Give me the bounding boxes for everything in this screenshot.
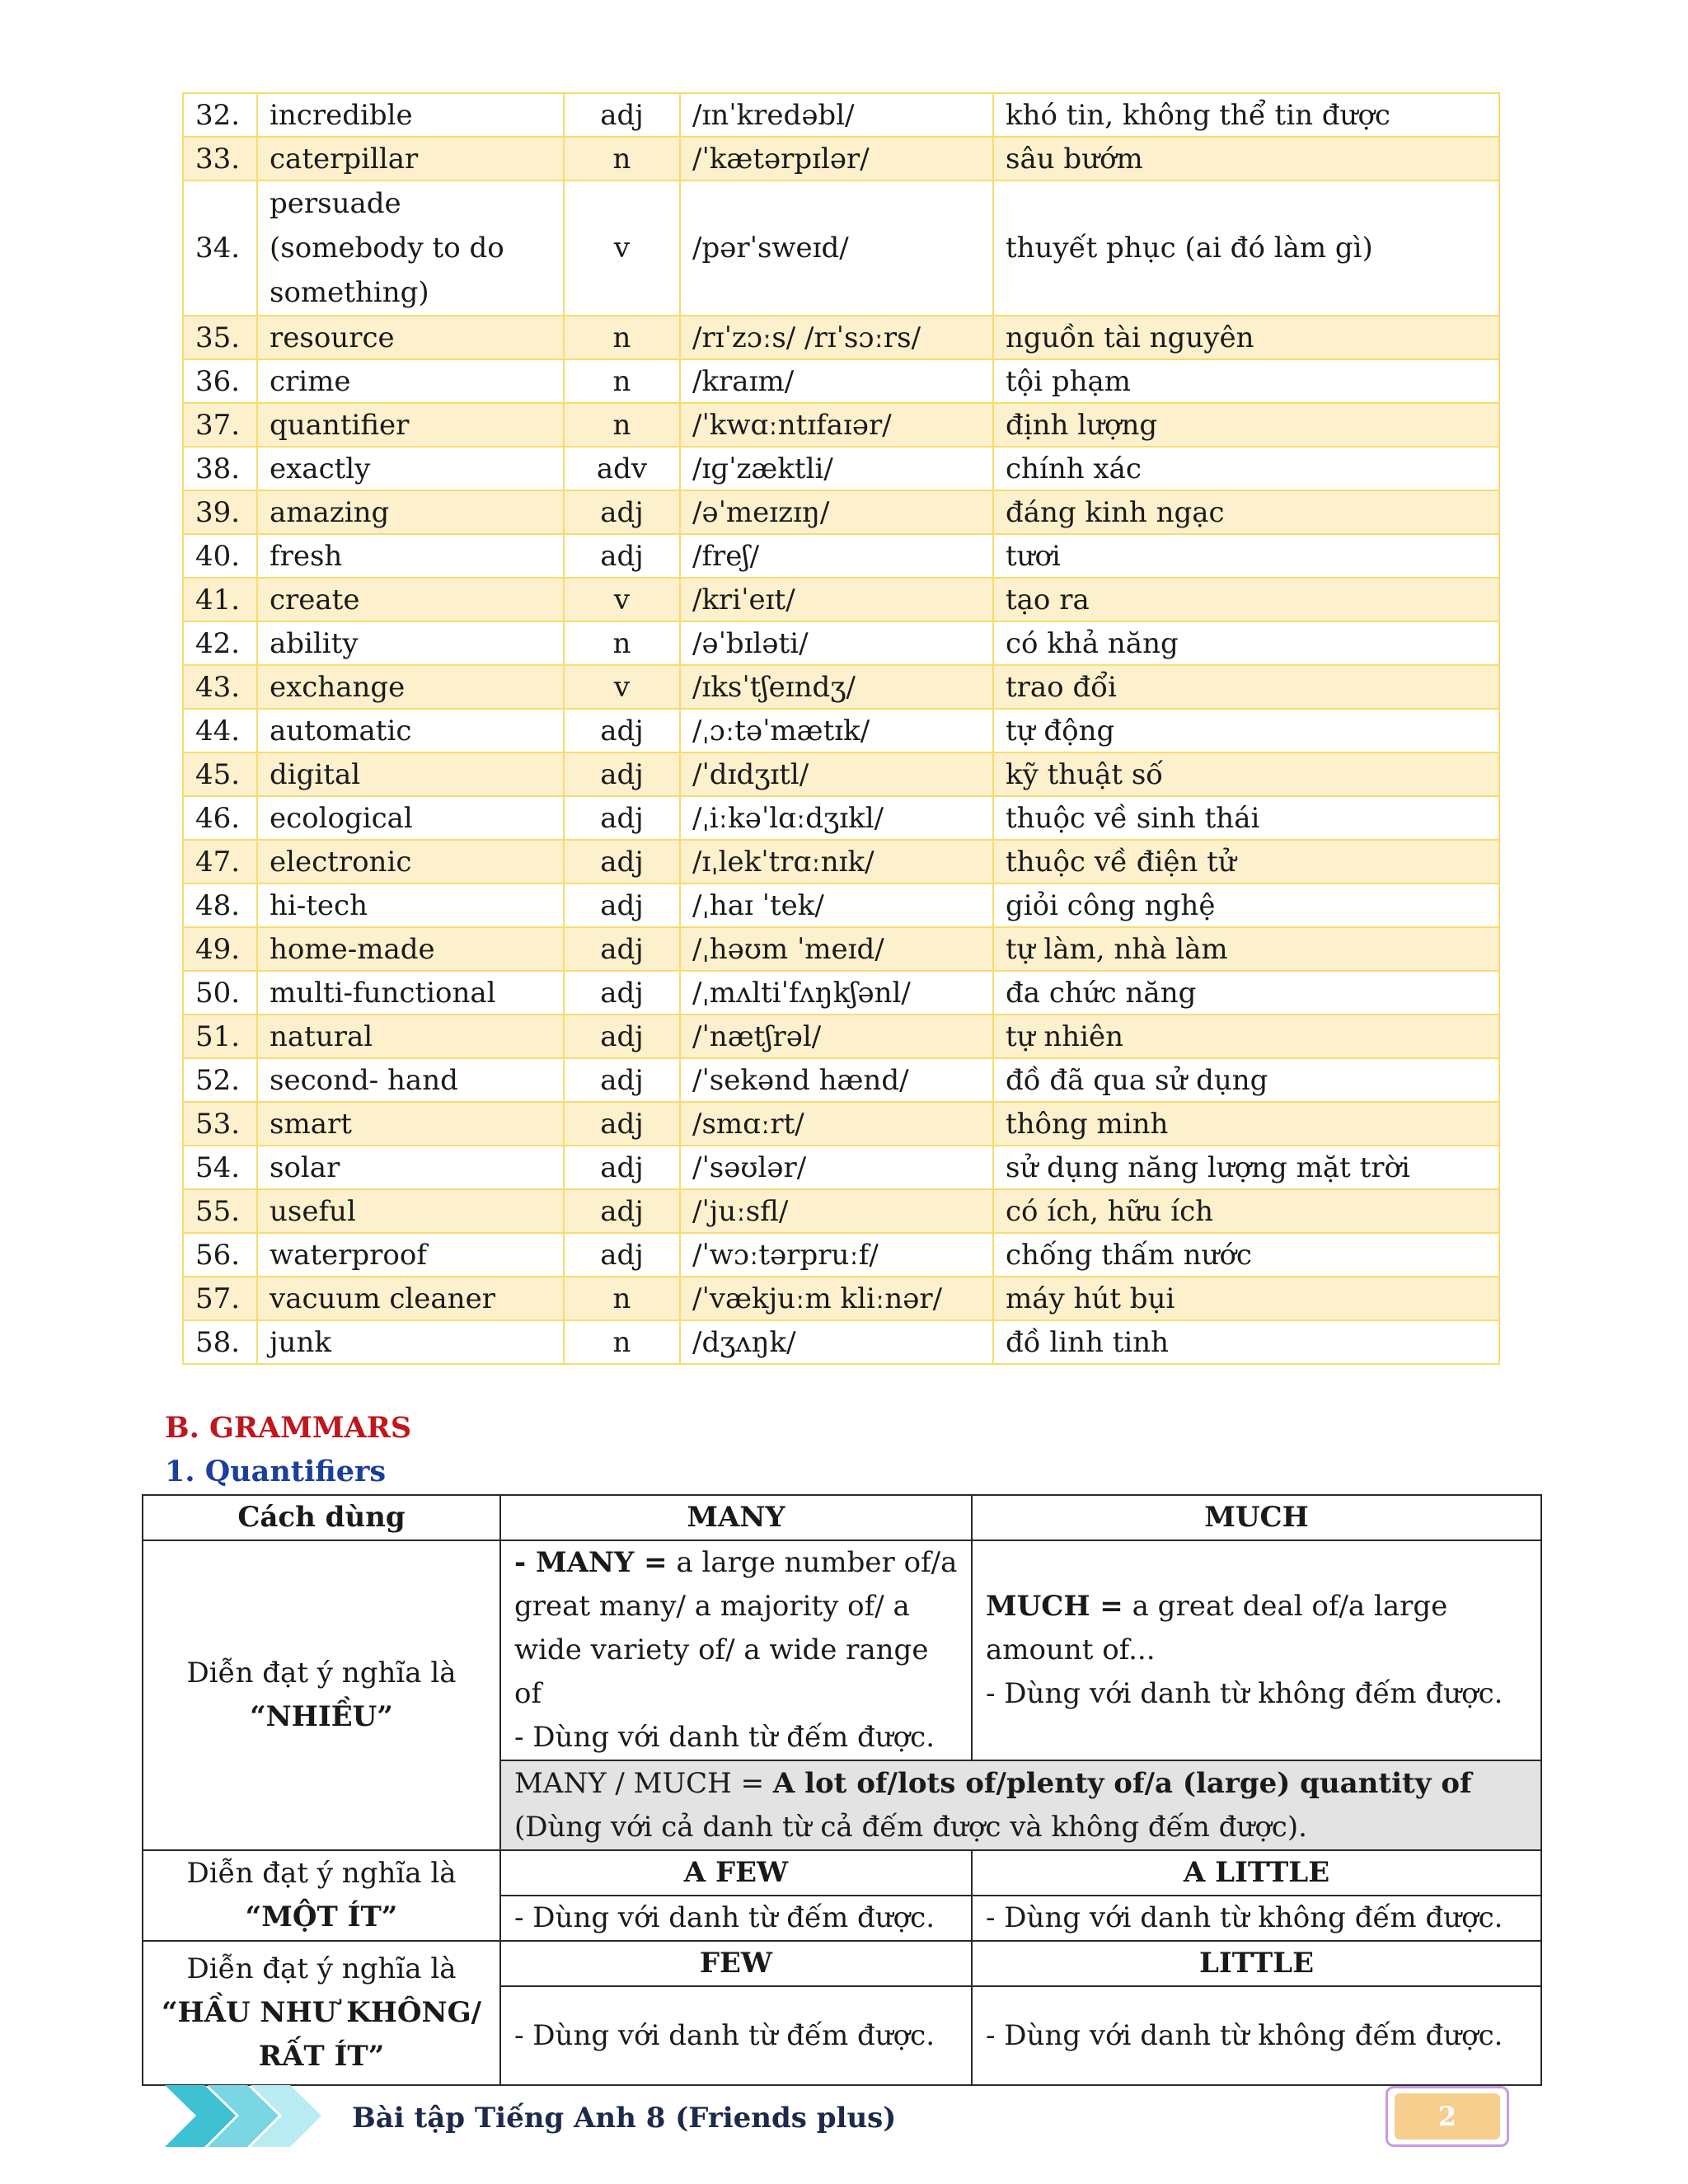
grammar-table bbox=[142, 1494, 1542, 2086]
usage-label-mot-it bbox=[143, 1850, 500, 1941]
vocab-word: electronic bbox=[257, 840, 564, 883]
vocab-pronunciation: /ˌɔːtəˈmætɪk/ bbox=[680, 709, 993, 752]
vocab-part-of-speech: adj bbox=[564, 1102, 680, 1146]
vocab-number: 38. bbox=[183, 447, 257, 490]
vocab-row bbox=[183, 447, 1499, 490]
vocab-meaning: sâu bướm bbox=[993, 137, 1499, 180]
vocab-part-of-speech: adj bbox=[564, 1189, 680, 1233]
vocab-part-of-speech: adj bbox=[564, 1058, 680, 1102]
usage-label-line1: Diễn đạt ý nghĩa là bbox=[186, 1857, 457, 1890]
vocab-pronunciation: /ˌiːkəˈlɑːdʒɪkl/ bbox=[680, 796, 993, 840]
vocab-number: 55. bbox=[183, 1189, 257, 1233]
vocab-part-of-speech: adj bbox=[564, 796, 680, 840]
much-usage-note: - Dùng với danh từ không đếm được. bbox=[986, 1677, 1503, 1710]
vocab-pronunciation: /ˈnætʃrəl/ bbox=[680, 1015, 993, 1058]
vocab-row bbox=[183, 665, 1499, 709]
vocab-meaning: chính xác bbox=[993, 447, 1499, 490]
vocab-word: useful bbox=[257, 1189, 564, 1233]
vocab-meaning: đa chức năng bbox=[993, 971, 1499, 1015]
vocab-word: fresh bbox=[257, 534, 564, 578]
header-much: MUCH bbox=[972, 1495, 1541, 1540]
vocab-pronunciation: /ˈsəʊlər/ bbox=[680, 1146, 993, 1189]
usage-label-prefix: Diễn đạt ý nghĩa là bbox=[186, 1952, 457, 1985]
vocab-pronunciation: /rɪˈzɔːs/ /rɪˈsɔːrs/ bbox=[680, 316, 993, 359]
vocab-number: 36. bbox=[183, 359, 257, 403]
vocab-part-of-speech: adj bbox=[564, 1233, 680, 1277]
vocab-word: vacuum cleaner bbox=[257, 1277, 564, 1320]
sub-heading: 1. Quantifiers bbox=[165, 1455, 387, 1488]
vocab-meaning: kỹ thuật số bbox=[993, 752, 1499, 796]
vocab-row bbox=[183, 534, 1499, 578]
vocab-number: 48. bbox=[183, 883, 257, 927]
vocab-meaning: khó tin, không thể tin được bbox=[993, 93, 1499, 137]
vocab-part-of-speech: n bbox=[564, 316, 680, 359]
vocab-row bbox=[183, 1146, 1499, 1189]
vocab-row bbox=[183, 137, 1499, 180]
vocab-meaning: tự làm, nhà làm bbox=[993, 927, 1499, 971]
vocab-row bbox=[183, 927, 1499, 971]
vocab-meaning: chống thấm nước bbox=[993, 1233, 1499, 1277]
vocab-pronunciation: /ɪksˈtʃeɪndʒ/ bbox=[680, 665, 993, 709]
vocab-number: 56. bbox=[183, 1233, 257, 1277]
vocab-part-of-speech: n bbox=[564, 137, 680, 180]
vocab-meaning: định lượng bbox=[993, 403, 1499, 447]
vocab-word: smart bbox=[257, 1102, 564, 1146]
vocab-word: solar bbox=[257, 1146, 564, 1189]
usage-label-line2: “MỘT ÍT” bbox=[245, 1900, 398, 1933]
vocab-part-of-speech: adj bbox=[564, 971, 680, 1015]
chevron-arrows-icon bbox=[165, 2085, 321, 2147]
vocab-part-of-speech: adj bbox=[564, 1146, 680, 1189]
vocab-row bbox=[183, 883, 1499, 927]
few-note: - Dùng với danh từ đếm được. bbox=[500, 1986, 972, 2085]
header-a-few: A FEW bbox=[500, 1850, 972, 1896]
vocab-pronunciation: /ˌhaɪ ˈtek/ bbox=[680, 883, 993, 927]
header-many: MANY bbox=[500, 1495, 972, 1540]
vocab-pronunciation: /smɑːrt/ bbox=[680, 1102, 993, 1146]
vocab-meaning: có khả năng bbox=[993, 621, 1499, 665]
vocab-pronunciation: /ɪnˈkredəbl/ bbox=[680, 93, 993, 137]
vocab-pronunciation: /ˈwɔːtərpruːf/ bbox=[680, 1233, 993, 1277]
vocab-number: 32. bbox=[183, 93, 257, 137]
vocab-word: ecological bbox=[257, 796, 564, 840]
vocab-part-of-speech: adv bbox=[564, 447, 680, 490]
vocab-word: resource bbox=[257, 316, 564, 359]
vocab-row bbox=[183, 403, 1499, 447]
vocab-row bbox=[183, 578, 1499, 621]
vocabulary-table bbox=[182, 92, 1500, 1365]
vocab-meaning: đồ linh tinh bbox=[993, 1320, 1499, 1364]
vocab-meaning: tạo ra bbox=[993, 578, 1499, 621]
vocab-number: 37. bbox=[183, 403, 257, 447]
vocab-pronunciation: /ˌhəʊm ˈmeɪd/ bbox=[680, 927, 993, 971]
usage-label-hau-nhu-khong bbox=[143, 1941, 500, 2085]
vocab-word: exactly bbox=[257, 447, 564, 490]
vocab-number: 42. bbox=[183, 621, 257, 665]
vocab-pronunciation: /ˈjuːsfl/ bbox=[680, 1189, 993, 1233]
vocab-pronunciation: /ˈdɪdʒɪtl/ bbox=[680, 752, 993, 796]
many-usage-note: - Dùng với danh từ đếm được. bbox=[514, 1721, 935, 1754]
section-heading: B. GRAMMARS bbox=[165, 1411, 412, 1445]
vocab-word: natural bbox=[257, 1015, 564, 1058]
many-definition-label: - MANY = bbox=[514, 1546, 668, 1579]
vocab-pronunciation: /dʒʌŋk/ bbox=[680, 1320, 993, 1364]
vocab-part-of-speech: adj bbox=[564, 927, 680, 971]
vocab-row bbox=[183, 1102, 1499, 1146]
vocab-row bbox=[183, 1320, 1499, 1364]
vocab-number: 43. bbox=[183, 665, 257, 709]
header-a-little: A LITTLE bbox=[972, 1850, 1541, 1896]
vocab-word: hi-tech bbox=[257, 883, 564, 927]
vocab-word: incredible bbox=[257, 93, 564, 137]
vocab-pronunciation: /ɪɡˈzæktli/ bbox=[680, 447, 993, 490]
vocab-word: automatic bbox=[257, 709, 564, 752]
vocab-word: create bbox=[257, 578, 564, 621]
vocab-pronunciation: /əˈmeɪzɪŋ/ bbox=[680, 490, 993, 534]
a-little-note: - Dùng với danh từ không đếm được. bbox=[972, 1896, 1541, 1941]
vocab-word: digital bbox=[257, 752, 564, 796]
page-number-badge bbox=[1386, 2086, 1509, 2147]
vocab-word: multi-functional bbox=[257, 971, 564, 1015]
vocab-pronunciation: /ɪˌlekˈtrɑːnɪk/ bbox=[680, 840, 993, 883]
vocab-pronunciation: /pərˈsweɪd/ bbox=[680, 180, 993, 316]
usage-label-bold: “HẦU NHƯ KHÔNG/ RẤT ÍT” bbox=[161, 1996, 482, 2073]
vocab-word: persuade (somebody to do something) bbox=[257, 180, 564, 316]
vocab-number: 54. bbox=[183, 1146, 257, 1189]
vocab-number: 50. bbox=[183, 971, 257, 1015]
vocab-meaning: nguồn tài nguyên bbox=[993, 316, 1499, 359]
vocab-number: 45. bbox=[183, 752, 257, 796]
vocab-row bbox=[183, 1233, 1499, 1277]
vocab-word: second- hand bbox=[257, 1058, 564, 1102]
vocab-part-of-speech: adj bbox=[564, 709, 680, 752]
vocab-part-of-speech: adj bbox=[564, 752, 680, 796]
vocab-meaning: sử dụng năng lượng mặt trời bbox=[993, 1146, 1499, 1189]
vocab-meaning: tự nhiên bbox=[993, 1015, 1499, 1058]
shared-note: (Dùng với cả danh từ cả đếm được và không đếm được). bbox=[514, 1810, 1307, 1844]
vocab-meaning: giỏi công nghệ bbox=[993, 883, 1499, 927]
vocab-meaning: máy hút bụi bbox=[993, 1277, 1499, 1320]
many-much-shared-cell bbox=[500, 1760, 1541, 1850]
vocab-row bbox=[183, 316, 1499, 359]
vocab-pronunciation: /ˈkætərpɪlər/ bbox=[680, 137, 993, 180]
much-cell bbox=[972, 1540, 1541, 1760]
shared-bold: A lot of/lots of/plenty of/a (large) quantity of bbox=[772, 1766, 1472, 1800]
vocab-meaning: có ích, hữu ích bbox=[993, 1189, 1499, 1233]
vocab-part-of-speech: adj bbox=[564, 1015, 680, 1058]
vocab-row bbox=[183, 796, 1499, 840]
shared-prefix: MANY / MUCH = bbox=[514, 1766, 773, 1800]
vocab-row bbox=[183, 709, 1499, 752]
vocab-part-of-speech: n bbox=[564, 403, 680, 447]
vocab-row bbox=[183, 840, 1499, 883]
vocab-meaning: thông minh bbox=[993, 1102, 1499, 1146]
vocab-part-of-speech: adj bbox=[564, 840, 680, 883]
page-number: 2 bbox=[1395, 2093, 1500, 2139]
much-definition-text: a great deal of/a large amount of... bbox=[986, 1590, 1448, 1666]
vocab-part-of-speech: adj bbox=[564, 93, 680, 137]
vocab-row bbox=[183, 1189, 1499, 1233]
vocab-word: waterproof bbox=[257, 1233, 564, 1277]
vocab-meaning: thuộc về sinh thái bbox=[993, 796, 1499, 840]
vocab-part-of-speech: n bbox=[564, 1320, 680, 1364]
vocab-word: amazing bbox=[257, 490, 564, 534]
vocab-meaning: thuyết phục (ai đó làm gì) bbox=[993, 180, 1499, 316]
vocab-pronunciation: /ˈkwɑːntɪfaɪər/ bbox=[680, 403, 993, 447]
vocab-number: 53. bbox=[183, 1102, 257, 1146]
vocab-meaning: tươi bbox=[993, 534, 1499, 578]
vocab-number: 39. bbox=[183, 490, 257, 534]
vocab-pronunciation: /əˈbɪləti/ bbox=[680, 621, 993, 665]
vocab-number: 40. bbox=[183, 534, 257, 578]
header-few: FEW bbox=[500, 1941, 972, 1986]
grammar-header-row bbox=[143, 1495, 1541, 1540]
vocab-word: caterpillar bbox=[257, 137, 564, 180]
vocab-number: 46. bbox=[183, 796, 257, 840]
footer-title: Bài tập Tiếng Anh 8 (Friends plus) bbox=[352, 2102, 897, 2135]
vocab-pronunciation: /ˌmʌltiˈfʌŋkʃənl/ bbox=[680, 971, 993, 1015]
vocab-number: 51. bbox=[183, 1015, 257, 1058]
vocab-pronunciation: /kraɪm/ bbox=[680, 359, 993, 403]
vocab-meaning: tự động bbox=[993, 709, 1499, 752]
header-usage: Cách dùng bbox=[143, 1495, 500, 1540]
vocab-number: 35. bbox=[183, 316, 257, 359]
vocab-meaning: trao đổi bbox=[993, 665, 1499, 709]
vocab-pronunciation: /freʃ/ bbox=[680, 534, 993, 578]
vocab-row bbox=[183, 490, 1499, 534]
a-few-note: - Dùng với danh từ đếm được. bbox=[500, 1896, 972, 1941]
vocab-part-of-speech: n bbox=[564, 1277, 680, 1320]
vocab-part-of-speech: adj bbox=[564, 534, 680, 578]
vocab-number: 41. bbox=[183, 578, 257, 621]
vocab-number: 33. bbox=[183, 137, 257, 180]
grammar-row-a-few-header bbox=[143, 1850, 1541, 1896]
vocab-row bbox=[183, 1277, 1499, 1320]
vocab-part-of-speech: adj bbox=[564, 883, 680, 927]
vocab-part-of-speech: v bbox=[564, 180, 680, 316]
vocab-part-of-speech: v bbox=[564, 578, 680, 621]
vocab-meaning: thuộc về điện tử bbox=[993, 840, 1499, 883]
vocab-meaning: đáng kinh ngạc bbox=[993, 490, 1499, 534]
header-little: LITTLE bbox=[972, 1941, 1541, 1986]
grammar-row-many-much bbox=[143, 1540, 1541, 1760]
vocab-number: 34. bbox=[183, 180, 257, 316]
vocab-number: 52. bbox=[183, 1058, 257, 1102]
usage-label-nhieu bbox=[143, 1540, 500, 1850]
vocab-number: 58. bbox=[183, 1320, 257, 1364]
usage-label-line1: Diễn đạt ý nghĩa là bbox=[186, 1657, 457, 1690]
vocab-word: exchange bbox=[257, 665, 564, 709]
much-definition-label: MUCH = bbox=[986, 1590, 1123, 1623]
vocab-meaning: đồ đã qua sử dụng bbox=[993, 1058, 1499, 1102]
vocab-number: 44. bbox=[183, 709, 257, 752]
vocab-pronunciation: /kriˈeɪt/ bbox=[680, 578, 993, 621]
vocab-row bbox=[183, 1015, 1499, 1058]
vocab-row bbox=[183, 359, 1499, 403]
vocab-part-of-speech: v bbox=[564, 665, 680, 709]
vocab-word: crime bbox=[257, 359, 564, 403]
vocab-row bbox=[183, 621, 1499, 665]
little-note: - Dùng với danh từ không đếm được. bbox=[972, 1986, 1541, 2085]
vocab-number: 47. bbox=[183, 840, 257, 883]
vocab-row bbox=[183, 180, 1499, 316]
vocab-pronunciation: /ˈsekənd hænd/ bbox=[680, 1058, 993, 1102]
grammar-row-few-header bbox=[143, 1941, 1541, 1986]
vocab-row bbox=[183, 93, 1499, 137]
vocab-meaning: tội phạm bbox=[993, 359, 1499, 403]
vocab-word: ability bbox=[257, 621, 564, 665]
vocab-row bbox=[183, 971, 1499, 1015]
many-definition-text: a large number of/a great many/ a majority of/ a wide variety of/ a wide range of bbox=[514, 1546, 958, 1710]
many-cell bbox=[500, 1540, 972, 1760]
vocab-word: quantifier bbox=[257, 403, 564, 447]
usage-label-line2: “NHIỀU” bbox=[250, 1700, 393, 1733]
vocab-row bbox=[183, 752, 1499, 796]
vocab-word: home-made bbox=[257, 927, 564, 971]
vocab-part-of-speech: adj bbox=[564, 490, 680, 534]
vocab-pronunciation: /ˈvækjuːm kliːnər/ bbox=[680, 1277, 993, 1320]
vocab-word: junk bbox=[257, 1320, 564, 1364]
vocab-part-of-speech: n bbox=[564, 359, 680, 403]
vocabulary-table-body bbox=[183, 93, 1499, 1364]
vocab-number: 49. bbox=[183, 927, 257, 971]
vocab-number: 57. bbox=[183, 1277, 257, 1320]
vocab-row bbox=[183, 1058, 1499, 1102]
vocab-part-of-speech: n bbox=[564, 621, 680, 665]
